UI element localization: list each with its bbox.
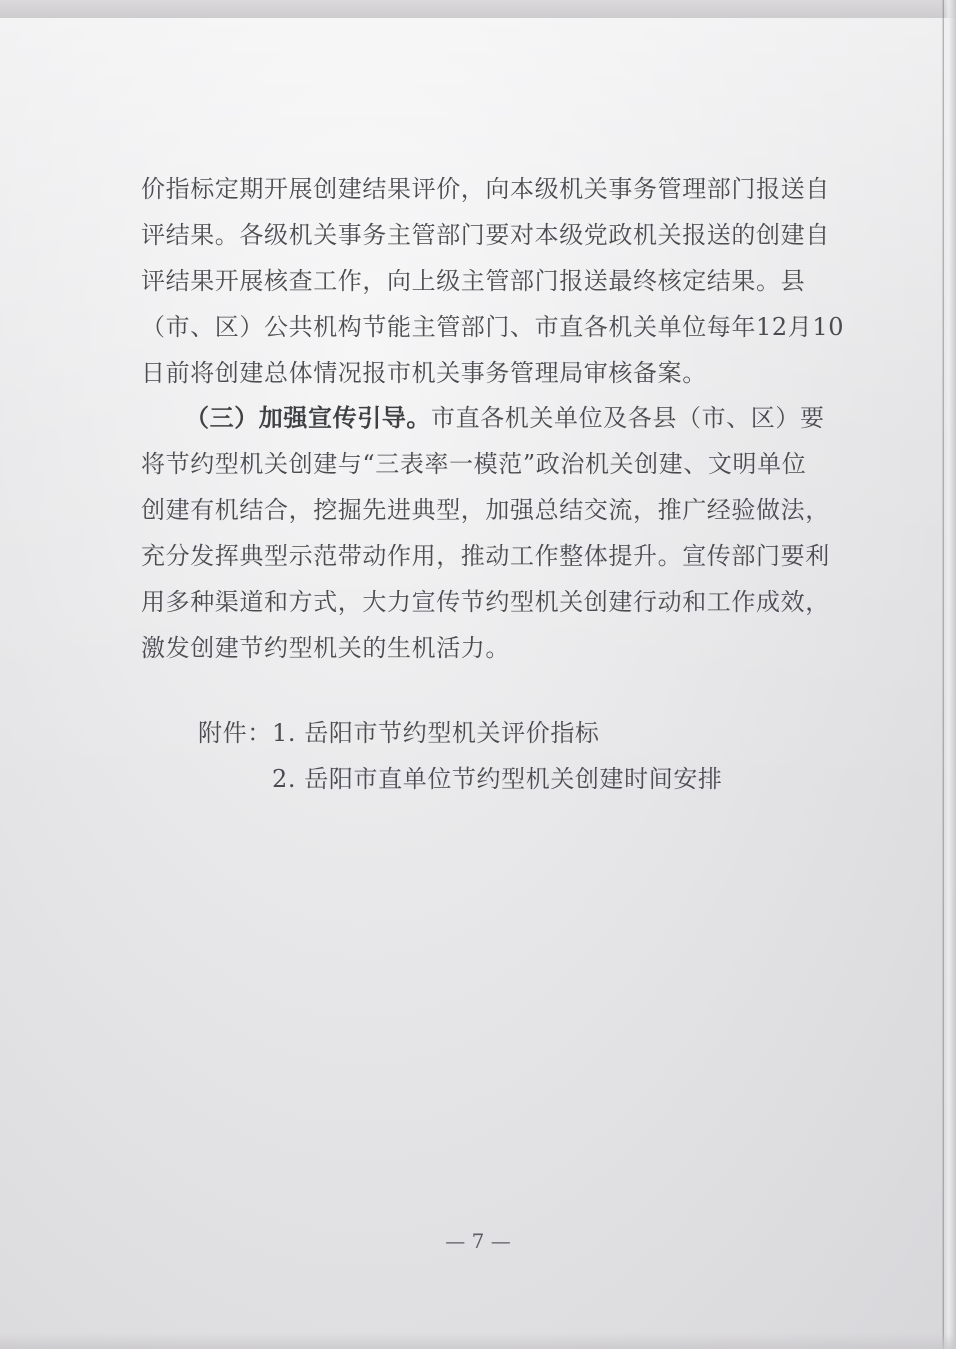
body-line-8-text: 创建有机结合，挖掘先进典型，加强总结交流，推广经验做法， xyxy=(141,496,830,524)
body-line-7 xyxy=(141,447,831,481)
attachment-item-1: 1. 岳阳市节约型机关评价指标 xyxy=(272,719,600,747)
body-line-5 xyxy=(141,356,831,390)
section-three-heading-line xyxy=(185,401,875,435)
section-three-heading: （三）加强宣传引导。 xyxy=(185,403,431,432)
body-line-5-text: 日前将创建总体情况报市机关事务管理局审核备案。 xyxy=(141,359,707,387)
body-line-3-text: 评结果开展核查工作，向上级主管部门报送最终核定结果。县 xyxy=(141,267,806,295)
body-line-11-text: 激发创建节约型机关的生机活力。 xyxy=(141,634,510,662)
body-line-8 xyxy=(141,493,831,527)
body-line-4 xyxy=(141,310,845,344)
body-line-9 xyxy=(141,539,831,573)
attachment-row-2 xyxy=(272,762,723,796)
body-line-3 xyxy=(141,264,831,298)
body-line-2 xyxy=(141,218,831,252)
attachment-item-2: 2. 岳阳市直单位节约型机关创建时间安排 xyxy=(272,765,723,793)
body-line-4-text: （市、区）公共机构节能主管部门、市直各机关单位每年12月10 xyxy=(141,313,845,341)
attachments-label: 附件： xyxy=(198,719,272,747)
page-number: — 7 — xyxy=(445,1229,511,1253)
body-line-10 xyxy=(141,585,831,619)
body-line-9-text: 充分发挥典型示范带动作用，推动工作整体提升。宣传部门要利 xyxy=(141,542,830,570)
body-line-10-text: 用多种渠道和方式，大力宣传节约型机关创建行动和工作成效， xyxy=(141,588,830,616)
attachment-row-1 xyxy=(198,716,600,750)
body-line-1 xyxy=(141,172,831,206)
section-three-heading-text: 市直各机关单位及各县（市、区）要 xyxy=(431,404,825,432)
body-line-2-text: 评结果。各级机关事务主管部门要对本级党政机关报送的创建自 xyxy=(141,221,830,249)
body-line-1-text: 价指标定期开展创建结果评价，向本级机关事务管理部门报送自 xyxy=(141,175,830,203)
body-line-11 xyxy=(141,631,831,665)
body-line-7-text: 将节约型机关创建与“三表率一模范”政治机关创建、文明单位 xyxy=(141,450,807,478)
